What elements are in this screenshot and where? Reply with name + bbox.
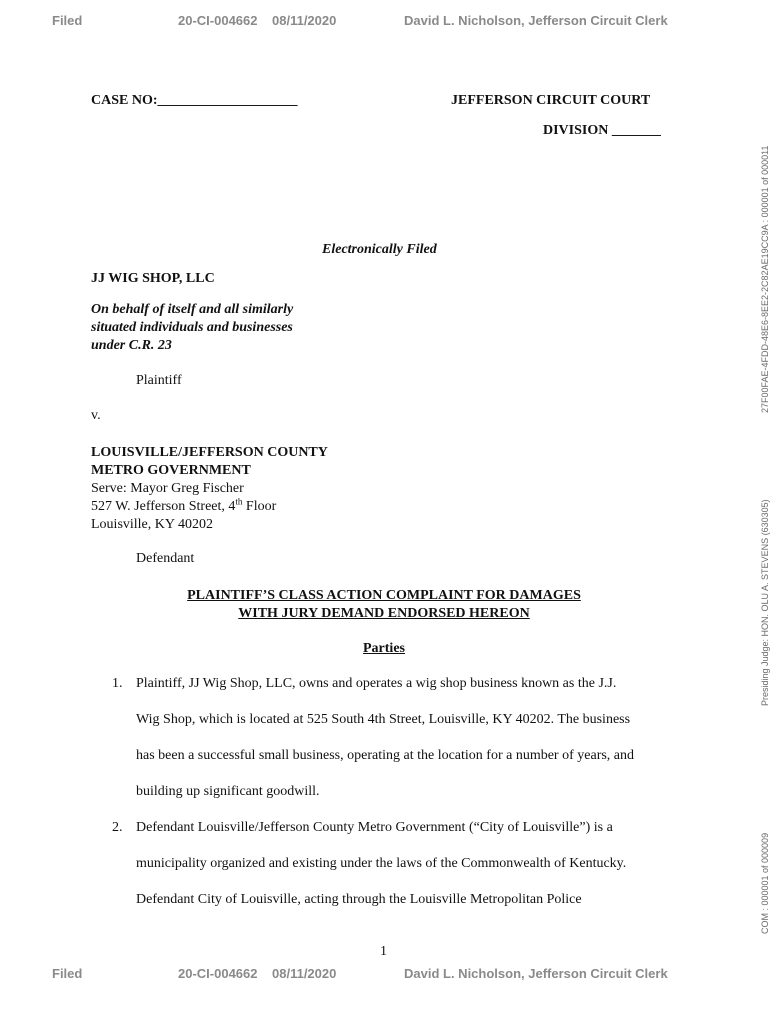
defendant-name-line: METRO GOVERNMENT — [91, 463, 251, 478]
defendant-role: Defendant — [136, 551, 195, 566]
clerk-header-bottom — [0, 966, 768, 986]
paragraph-line: municipality organized and existing under the laws of the Commonwealth of Kentucky. — [136, 856, 627, 871]
complaint-title-line: WITH JURY DEMAND ENDORSED HEREON — [238, 606, 530, 621]
complaint-title — [91, 587, 677, 623]
defendant-name — [91, 444, 328, 480]
paragraph-number: 2. — [112, 820, 123, 835]
division-line: DIVISION _______ — [543, 123, 661, 138]
plaintiff-name: JJ WIG SHOP, LLC — [91, 271, 215, 286]
electronically-filed: Electronically Filed — [322, 242, 437, 257]
plaintiff-behalf-statement — [91, 301, 293, 355]
service-address — [91, 480, 276, 534]
paragraph-line: Defendant Louisville/Jefferson County Metro Government (“City of Louisville”) is a — [136, 820, 613, 835]
document-id-stamp: 27F00FAE-4FDD-48E6-8EE2-2C82AE19CC9A : 000001 of 000011 — [760, 145, 770, 413]
section-heading-parties: Parties — [363, 641, 405, 656]
presiding-judge-stamp: Presiding Judge: HON. OLU A. STEVENS (630305) — [760, 499, 770, 706]
plaintiff-role: Plaintiff — [136, 373, 182, 388]
paragraph-line: Wig Shop, which is located at 525 South 4th Street, Louisville, KY 40202. The business — [136, 712, 631, 727]
paragraph-2 — [112, 810, 676, 918]
city-state-zip: Louisville, KY 40202 — [91, 517, 213, 532]
paragraph-line: Plaintiff, JJ Wig Shop, LLC, owns and operates a wig shop business known as the J.J. — [136, 676, 617, 691]
complaint-title-line: PLAINTIFF’S CLASS ACTION COMPLAINT FOR DAMAGES — [187, 588, 581, 603]
paragraph-number: 1. — [112, 676, 123, 691]
filing-date: 08/11/2020 — [272, 966, 337, 981]
com-page-stamp: COM : 000001 of 000009 — [760, 832, 770, 934]
ordinal-suffix: th — [235, 496, 243, 507]
filed-label: Filed — [52, 13, 83, 28]
behalf-line: situated individuals and businesses — [91, 320, 293, 335]
street-address — [91, 498, 276, 516]
behalf-line: On behalf of itself and all similarly — [91, 302, 294, 317]
filed-label: Filed — [52, 966, 83, 981]
street-text: 527 W. Jefferson Street, 4 — [91, 499, 236, 514]
clerk-name: David L. Nicholson, Jefferson Circuit Clerk — [404, 966, 668, 981]
versus: v. — [91, 408, 101, 423]
case-no-line: CASE NO:____________________ — [91, 93, 298, 108]
paragraph-1 — [112, 666, 676, 810]
case-number: 20-CI-004662 — [178, 13, 258, 28]
defendant-name-line: LOUISVILLE/JEFFERSON COUNTY — [91, 445, 328, 460]
case-number: 20-CI-004662 — [178, 966, 258, 981]
filing-date: 08/11/2020 — [272, 13, 337, 28]
page-number: 1 — [380, 944, 387, 959]
paragraph-line: has been a successful small business, operating at the location for a number of years, and — [136, 748, 635, 763]
floor-text: Floor — [242, 499, 277, 514]
paragraph-line: Defendant City of Louisville, acting through the Louisville Metropolitan Police — [136, 892, 582, 907]
serve-line: Serve: Mayor Greg Fischer — [91, 481, 244, 496]
paragraph-line: building up significant goodwill. — [136, 784, 320, 799]
behalf-line: under C.R. 23 — [91, 338, 172, 353]
clerk-header-top — [0, 13, 768, 33]
court-name: JEFFERSON CIRCUIT COURT — [451, 93, 651, 108]
clerk-name: David L. Nicholson, Jefferson Circuit Clerk — [404, 13, 668, 28]
